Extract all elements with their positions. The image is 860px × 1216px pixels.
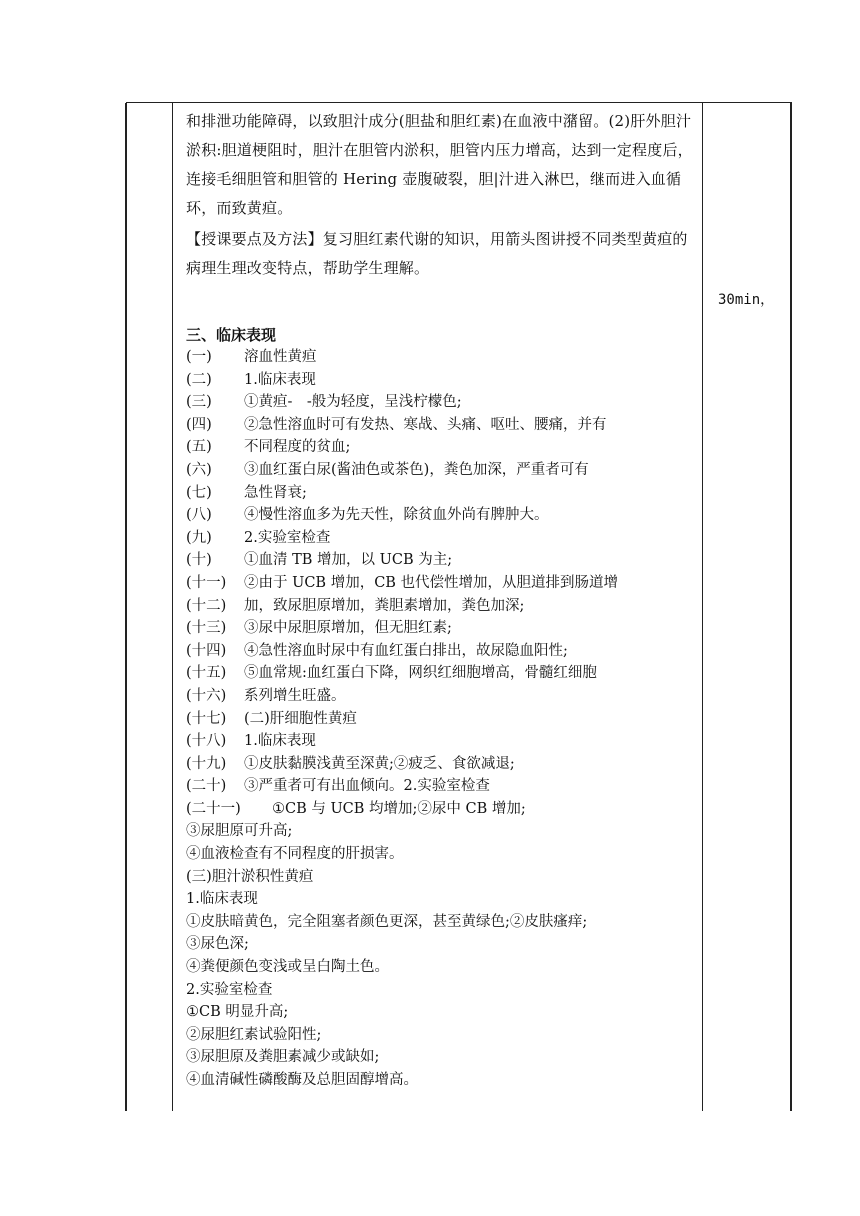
list-item: ③尿胆原可升高; — [186, 823, 293, 840]
list-item: ③尿胆原及粪胆素减少或缺如; — [186, 1049, 380, 1066]
paragraph-cholestasis: 和排泄功能障碍，以致胆汁成分(胆盐和胆红素)在血液中潴留。(2)肝外胆汁淤积:胆道梗阻时，胆汁在胆管内淤积，胆管内压力增高，达到一定程度后，连接毛细胆管和胆管的 Hering 壶腹破裂，胆|汁进入淋巴，继而进入血循环，而致黄疸。 — [186, 112, 693, 217]
table-divider-2 — [702, 103, 703, 1111]
list-item: 1.临床表现 — [186, 891, 258, 908]
list-item: ④粪便颜色变浅或呈白陶土色。 — [186, 959, 389, 976]
list-item: (三)胆汁淤积性黄疸 — [186, 868, 314, 885]
list-item: ③尿色深; — [186, 936, 249, 953]
section-heading: 三、临床表现 — [186, 326, 277, 344]
list-item: 2.实验室检查 — [186, 981, 273, 998]
list-item: (十二) 加，致尿胆原增加，粪胆素增加，粪色加深; — [186, 597, 525, 614]
list-item: (二十) ③严重者可有出血倾向。2.实验室检查 — [186, 778, 490, 795]
list-item: (十三) ③尿中尿胆原增加，但无胆红素; — [186, 620, 452, 637]
list-item: (七) 急性肾衰; — [186, 484, 307, 501]
list-item: (二十一) ①CB 与 UCB 均增加;②尿中 CB 增加; — [186, 800, 526, 817]
table-divider-1 — [172, 103, 173, 1111]
list-item: (十六) 系列增生旺盛。 — [186, 687, 346, 704]
list-item: (九) 2.实验室检查 — [186, 529, 331, 546]
list-item: (十九) ①皮肤黏膜浅黄至深黄;②疲乏、食欲减退; — [186, 755, 515, 772]
list-item: (十五) ⑤血常规:血红蛋白下降，网织红细胞增高，骨髓红细胞 — [186, 665, 597, 682]
list-item: (十八) 1.临床表现 — [186, 733, 316, 750]
plain-list — [186, 820, 702, 1091]
list-item: (五) 不同程度的贫血; — [186, 439, 351, 456]
table-border-right — [790, 103, 792, 1111]
document-table — [126, 102, 792, 1111]
content-cell — [186, 103, 702, 1111]
list-item: (十四) ④急性溶血时尿中有血红蛋白排出，故尿隐血阳性; — [186, 642, 568, 659]
numbered-list — [186, 346, 702, 820]
list-item: (十七) (二)肝细胞性黄疸 — [186, 710, 357, 727]
list-item: (八) ④慢性溶血多为先天性，除贫血外尚有脾肿大。 — [186, 507, 549, 524]
paragraph-teaching-points: 【授课要点及方法】复习胆红素代谢的知识，用箭头图讲授不同类型黄疸的病理生理改变特点，帮助学生理解。 — [186, 230, 688, 277]
list-item: ④血液检查有不同程度的肝损害。 — [186, 846, 404, 863]
list-item: (六) ③血红蛋白尿(酱油色或茶色)，粪色加深，严重者可有 — [186, 461, 589, 478]
list-item: (二) 1.临床表现 — [186, 371, 316, 388]
list-item: (十) ①血清 TB 增加，以 UCB 为主; — [186, 552, 453, 569]
list-item: ②尿胆红素试验阳性; — [186, 1026, 322, 1043]
list-item: (三) ①黄疸- -般为轻度，呈浅柠檬色; — [186, 394, 462, 411]
table-border-left — [125, 103, 127, 1111]
list-item: (四) ②急性溶血时可有发热、寒战、头痛、呕吐、腰痛，并有 — [186, 416, 607, 433]
time-allocation-label: 30min， — [718, 292, 775, 308]
list-item: (十一) ②由于 UCB 增加，CB 也代偿性增加，从胆道排到肠道增 — [186, 574, 619, 591]
list-item: ①CB 明显升高; — [186, 1004, 289, 1021]
list-item: ①皮肤暗黄色，完全阻塞者颜色更深，甚至黄绿色;②皮肤瘙痒; — [186, 913, 588, 930]
list-item: ④血清碱性磷酸酶及总胆固醇增高。 — [186, 1072, 418, 1088]
list-item: (一) 溶血性黄疸 — [186, 349, 317, 365]
